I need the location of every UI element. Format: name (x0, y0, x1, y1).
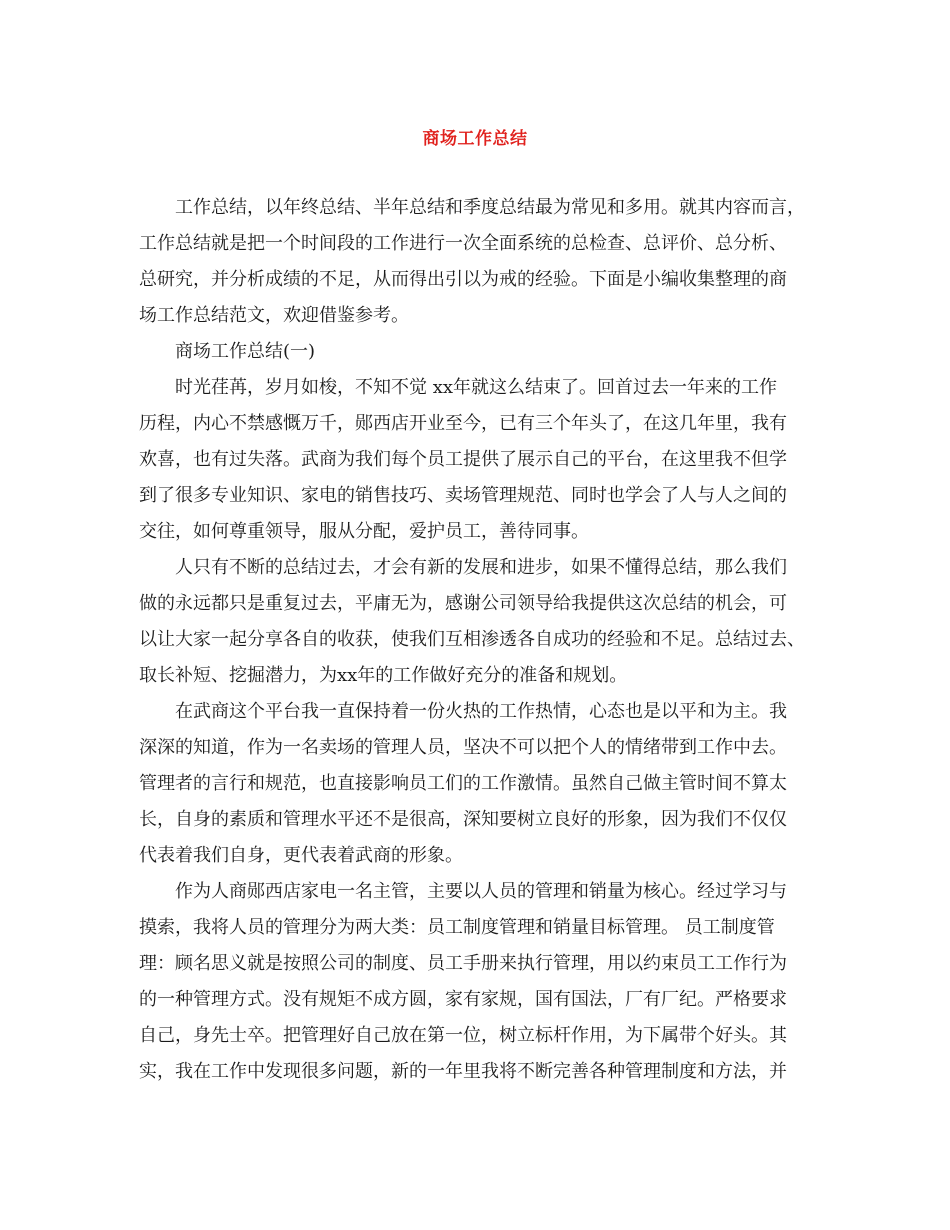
text-line: 人只有不断的总结过去，才会有新的发展和进步，如果不懂得总结，那么我们 (175, 557, 787, 578)
text-line: 交往，如何尊重领导，服从分配，爱护员工，善待同事。 (139, 521, 589, 542)
text-line: 实，我在工作中发现很多问题，新的一年里我将不断完善各种管理制度和方法，并 (139, 1061, 787, 1082)
text-line: 到了很多专业知识、家电的销售技巧、卖场管理规范、同时也学会了人与人之间的 (139, 485, 787, 506)
text-line: 做的永远都只是重复过去，平庸无为，感谢公司领导给我提供这次总结的机会，可 (139, 593, 787, 614)
document-body (139, 190, 821, 1090)
text-line: 代表着我们自身，更代表着武商的形象。 (139, 845, 463, 866)
text-line: 商场工作总结(一) (175, 341, 316, 362)
text-line: 自己，身先士卒。把管理好自己放在第一位，树立标杆作用，为下属带个好头。其 (139, 1025, 787, 1046)
text-line: 长，自身的素质和管理水平还不是很高，深知要树立良好的形象，因为我们不仅仅 (139, 809, 787, 830)
text-line: 管理者的言行和规范，也直接影响员工们的工作激情。虽然自己做主管时间不算太 (139, 773, 787, 794)
text-line: 深深的知道，作为一名卖场的管理人员，坚决不可以把个人的情绪带到工作中去。 (139, 737, 787, 758)
text-line: 场工作总结范文，欢迎借鉴参考。 (139, 305, 409, 326)
text-line: 以让大家一起分享各自的收获，使我们互相渗透各自成功的经验和不足。总结过去、 (139, 629, 805, 650)
text-line: 摸索，我将人员的管理分为两大类：员工制度管理和销量目标管理。 员工制度管 (139, 917, 775, 938)
text-line: 作为人商郧西店家电一名主管，主要以人员的管理和销量为核心。经过学习与 (175, 881, 787, 902)
text-line: 总研究，并分析成绩的不足，从而得出引以为戒的经验。下面是小编收集整理的商 (139, 269, 787, 290)
text-line: 时光荏苒，岁月如梭，不知不觉 xx年就这么结束了。回首过去一年来的工作 (175, 377, 778, 398)
text-line: 在武商这个平台我一直保持着一份火热的工作热情，心态也是以平和为主。我 (175, 701, 787, 722)
text-line: 欢喜，也有过失落。武商为我们每个员工提供了展示自己的平台，在这里我不但学 (139, 449, 787, 470)
text-line: 取长补短、挖掘潜力，为xx年的工作做好充分的准备和规划。 (139, 665, 628, 686)
text-line: 工作总结就是把一个时间段的工作进行一次全面系统的总检查、总评价、总分析、 (139, 233, 787, 254)
text-line: 工作总结，以年终总结、半年总结和季度总结最为常见和多用。就其内容而言， (175, 197, 805, 218)
document-title: 商场工作总结 (422, 129, 528, 149)
text-line: 理：顾名思义就是按照公司的制度、员工手册来执行管理，用以约束员工工作行为 (139, 953, 787, 974)
text-line: 的一种管理方式。没有规矩不成方圆，家有家规，国有国法，厂有厂纪。严格要求 (139, 989, 787, 1010)
text-line: 历程，内心不禁感慨万千，郧西店开业至今，已有三个年头了，在这几年里，我有 (139, 413, 787, 434)
